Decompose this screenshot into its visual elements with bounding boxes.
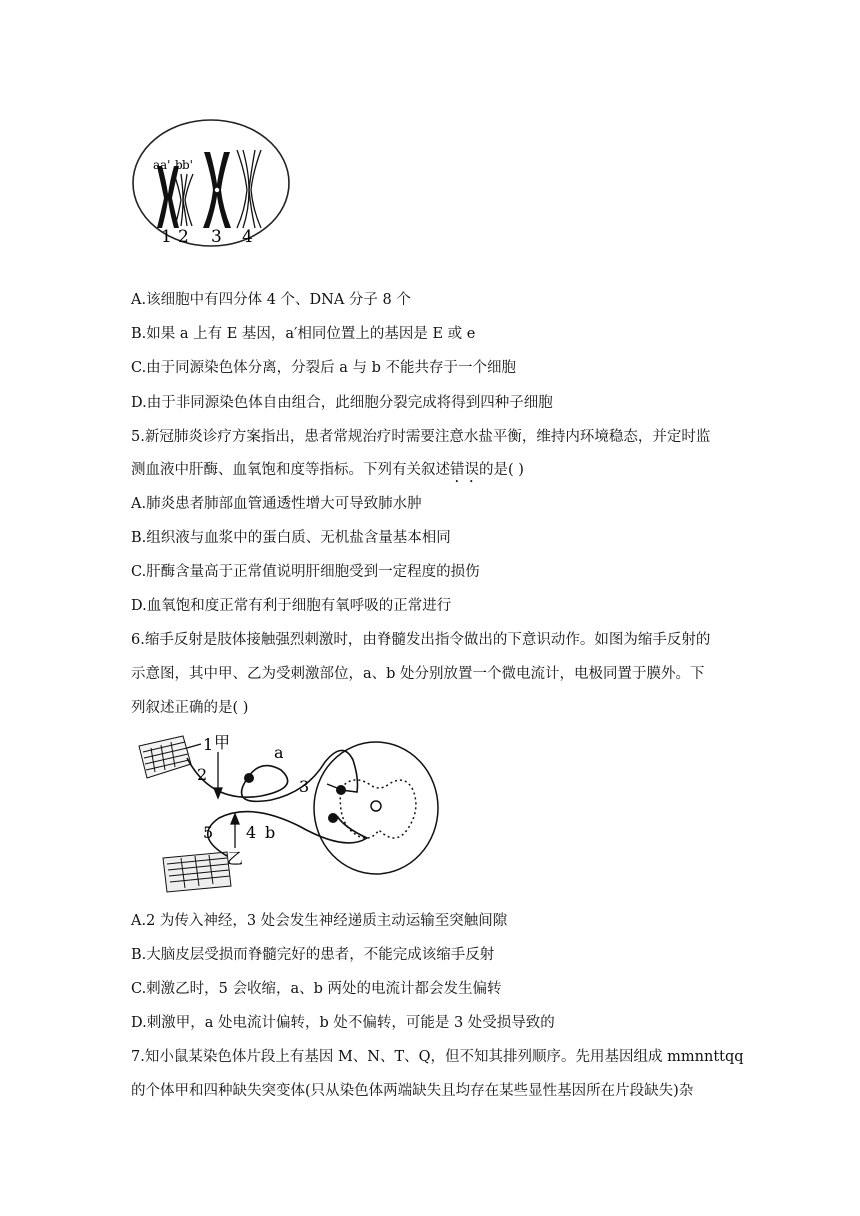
chromosome-number-1: 1 [161,227,172,247]
emphasis-wrong: 错误 [450,462,479,478]
q4-option-a: A.该细胞中有四分体 4 个、DNA 分子 8 个 [131,292,411,308]
chromosome-number-2: 2 [178,227,189,247]
q7-stem-line1: 7.知小鼠某染色体片段上有基因 M、N、T、Q，但不知其排列顺序。先用基因组成 mmnnttqq [131,1049,744,1065]
q6-option-d: D.刺激甲，a 处电流计偏转，b 处不偏转，可能是 3 处受损导致的 [131,1015,555,1031]
gene-label-b-prime: b' [182,158,193,172]
q5-option-a: A.肺炎患者肺部血管通透性增大可导致肺水肿 [131,496,422,512]
chromosome-1 [157,166,179,228]
q5-option-c: C.肝酶含量高于正常值说明肝细胞受到一定程度的损伤 [131,564,480,580]
label-yi: 乙 [227,849,244,868]
label-5: 5 [203,823,214,842]
gene-label-b: b [175,158,183,172]
q5-option-d: D.血氧饱和度正常有利于细胞有氧呼吸的正常进行 [131,598,452,614]
cell-chromosome-figure [131,118,291,248]
chromosome-2 [174,174,193,226]
afferent-nerve [187,750,358,801]
chromosome-number-3: 3 [211,227,222,247]
chromosome-number-4: 4 [242,227,253,247]
q6-option-c: C.刺激乙时，5 会收缩，a、b 两处的电流计都会发生偏转 [131,981,502,997]
q6-option-a: A.2 为传入神经，3 处会发生神经递质主动运输至突触间隙 [131,913,508,929]
q5-stem-line2: 测血液中肝酶、血氧饱和度等指标。下列有关叙述错误的是( ) [131,462,524,478]
spinal-cord [314,742,438,874]
gene-label-a: a [153,158,161,172]
q6-stem-line1: 6.缩手反射是肢体接触强烈刺激时，由脊髓发出指令做出的下意识动作。如图为缩手反射的 [131,632,711,648]
q6-stem-line2: 示意图，其中甲、乙为受刺激部位，a、b 处分别放置一个微电流计，电极同置于膜外。下 [131,666,705,682]
skin-receptor-block [139,736,191,778]
q6-stem-line3: 列叙述正确的是( ) [131,700,249,716]
q6-option-b: B.大脑皮层受损而脊髓完好的患者，不能完成该缩手反射 [131,947,495,963]
label-b: b [265,823,276,842]
chromosome-3 [203,152,231,228]
ganglion-dot [244,773,254,783]
q4-option-c: C.由于同源染色体分离，分裂后 a 与 b 不能共存于一个细胞 [131,360,517,376]
motor-neuron-dot [328,813,338,823]
label-2: 2 [197,765,208,784]
gene-label-a-prime: a' [160,158,171,172]
label-4: 4 [246,823,257,842]
label-1: 1 [203,735,214,754]
label-3: 3 [299,777,310,796]
q4-option-b: B.如果 a 上有 E 基因，a′相同位置上的基因是 E 或 e [131,326,476,342]
muscle-effector-block [163,852,231,892]
q7-stem-line2: 的个体甲和四种缺失突变体(只从染色体两端缺失且均存在某些显性基因所在片段缺失)杂 [131,1083,694,1099]
q4-option-d: D.由于非同源染色体自由组合，此细胞分裂完成将得到四种子细胞 [131,395,553,411]
q5-option-b: B.组织液与血浆中的蛋白质、无机盐含量基本相同 [131,530,451,546]
q5-stem-line1: 5.新冠肺炎诊疗方案指出，患者常规治疗时需要注意水盐平衡，维持内环境稳态，并定时监 [131,429,711,445]
label-jia: 甲 [214,733,231,752]
interneuron-dot [336,785,346,795]
reflex-arc-figure [131,726,441,896]
label-a: a [274,743,284,762]
chromosome-4 [237,150,261,228]
